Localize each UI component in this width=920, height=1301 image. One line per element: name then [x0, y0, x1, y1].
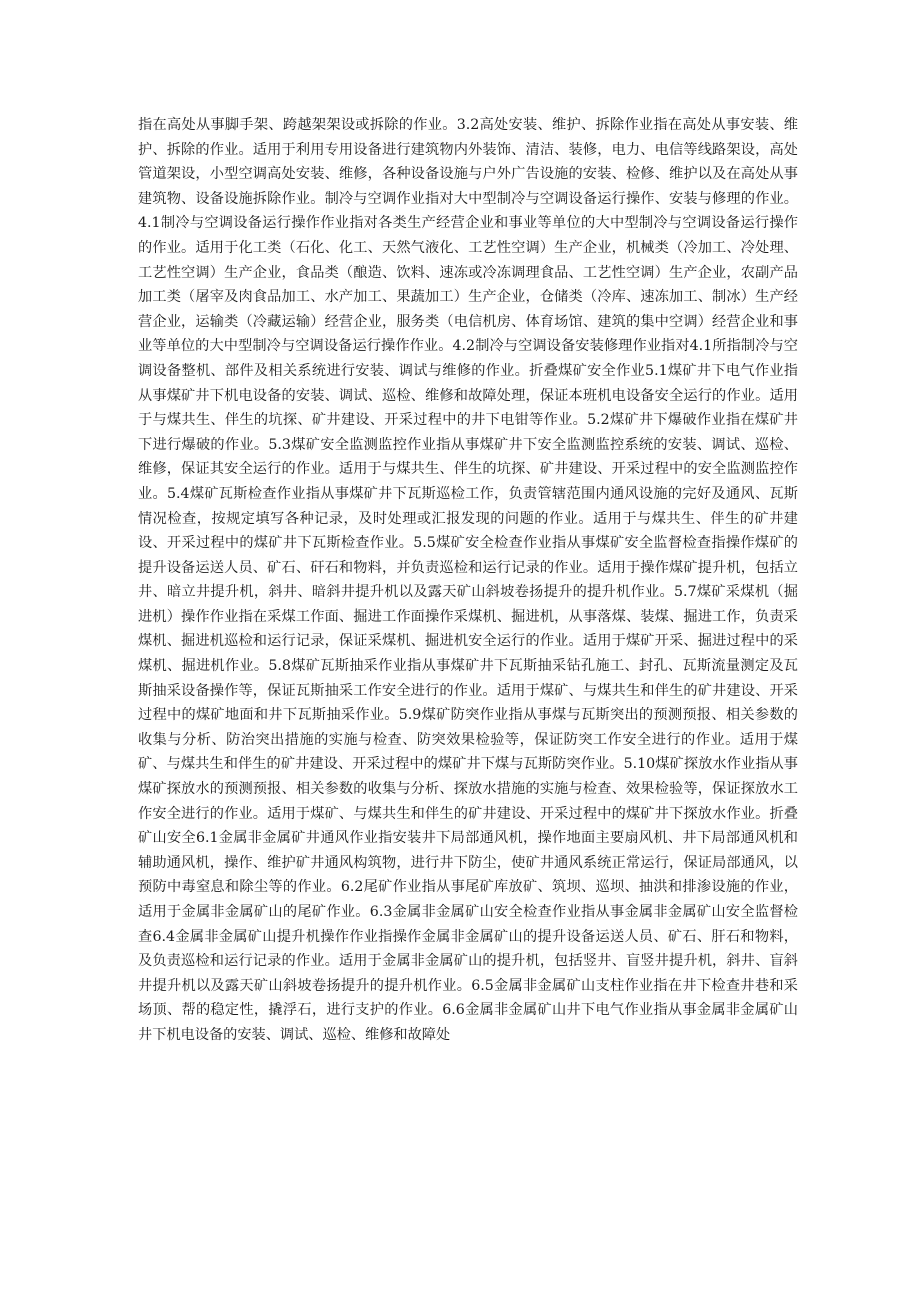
body-text: 指在高处从事脚手架、跨越架架设或拆除的作业。3.2高处安装、维护、拆除作业指在高处从事安装、维护、拆除的作业。适用于利用专用设备进行建筑物内外装饰、清洁、装修，电力、电信等线路架设，高处管道架设，小型空调高处安装、维修，各种设备设施与户外广告设施的安装、检修、维护以及在高处从事建筑物、设备设施拆除作业。制冷与空调作业指对大中型制冷与空调设备运行操作、安装与修理的作业。4.1制冷与空调设备运行操作作业指对各类生产经营企业和事业等单位的大中型制冷与空调设备运行操作的作业。适用于化工类（石化、化工、天然气液化、工艺性空调）生产企业，机械类（冷加工、冷处理、工艺性空调）生产企业，食品类（酿造、饮料、速冻或冷冻调理食品、工艺性空调）生产企业，农副产品加工类（屠宰及肉食品加工、水产加工、果蔬加工）生产企业，仓储类（冷库、速冻加工、制冰）生产经营企业，运输类（冷藏运输）经营企业，服务类（电信机房、体育场馆、建筑的集中空调）经营企业和事业等单位的大中型制冷与空调设备运行操作作业。4.2制冷与空调设备安装修理作业指对4.1所指制冷与空调设备整机、部件及相关系统进行安装、调试与维修的作业。折叠煤矿安全作业5.1煤矿井下电气作业指从事煤矿井下机电设备的安装、调试、巡检、维修和故障处理，保证本班机电设备安全运行的作业。适用于与煤共生、伴生的坑探、矿井建设、开采过程中的井下电钳等作业。5.2煤矿井下爆破作业指在煤矿井下进行爆破的作业。5.3煤矿安全监测监控作业指从事煤矿井下安全监测监控系统的安装、调试、巡检、维修，保证其安全运行的作业。适用于与煤共生、伴生的坑探、矿井建设、开采过程中的安全监测监控作业。5.4煤矿瓦斯检查作业指从事煤矿井下瓦斯巡检工作，负责管辖范围内通风设施的完好及通风、瓦斯情况检查，按规定填写各种记录，及时处理或汇报发现的问题的作业。适用于与煤共生、伴生的矿井建设、开采过程中的煤矿井下瓦斯检查作业。5.5煤矿安全检查作业指从事煤矿安全监督检查指操作煤矿的提升设备运送人员、矿石、矸石和物料，并负责巡检和运行记录的作业。适用于操作煤矿提升机，包括立井、暗立井提升机，斜井、暗斜井提升机以及露天矿山斜坡卷扬提升的提升机作业。5.7煤矿采煤机（掘进机）操作作业指在采煤工作面、掘进工作面操作采煤机、掘进机，从事落煤、装煤、掘进工作，负责采煤机、掘进机巡检和运行记录，保证采煤机、掘进机安全运行的作业。适用于煤矿开采、掘进过程中的采煤机、掘进机作业。5.8煤矿瓦斯抽采作业指从事煤矿井下瓦斯抽采钻孔施工、封孔、瓦斯流量测定及瓦斯抽采设备操作等，保证瓦斯抽采工作安全进行的作业。适用于煤矿、与煤共生和伴生的矿井建设、开采过程中的煤矿地面和井下瓦斯抽采作业。5.9煤矿防突作业指从事煤与瓦斯突出的预测预报、相关参数的收集与分析、防治突出措施的实施与检查、防突效果检验等，保证防突工作安全进行的作业。适用于煤矿、与煤共生和伴生的矿井建设、开采过程中的煤矿井下煤与瓦斯防突作业。5.10煤矿探放水作业指从事煤矿探放水的预测预报、相关参数的收集与分析、探放水措施的实施与检查、效果检验等，保证探放水工作安全进行的作业。适用于煤矿、与煤共生和伴生的矿井建设、开采过程中的煤矿井下探放水作业。折叠矿山安全6.1金属非金属矿井通风作业指安装井下局部通风机，操作地面主要扇风机、井下局部通风机和辅助通风机，操作、维护矿井通风构筑物，进行井下防尘，使矿井通风系统正常运行，保证局部通风，以预防中毒窒息和除尘等的作业。6.2尾矿作业指从事尾矿库放矿、筑坝、巡坝、抽洪和排渗设施的作业，适用于金属非金属矿山的尾矿作业。6.3金属非金属矿山安全检查作业指从事金属非金属矿山安全监督检查6.4金属非金属矿山提升机操作作业指操作金属非金属矿山的提升设备运送人员、矿石、肝石和物料，及负责巡检和运行记录的作业。适用于金属非金属矿山的提升机，包括竖井、盲竖井提升机，斜井、盲斜井提升机以及露天矿山斜坡卷扬提升的提升机作业。6.5金属非金属矿山支柱作业指在井下检查井巷和采场顶、帮的稳定性，撬浮石，进行支护的作业。6.6金属非金属矿山井下电气作业指从事金属非金属矿山井下机电设备的安装、调试、巡检、维修和故障处 [138, 117, 798, 1043]
